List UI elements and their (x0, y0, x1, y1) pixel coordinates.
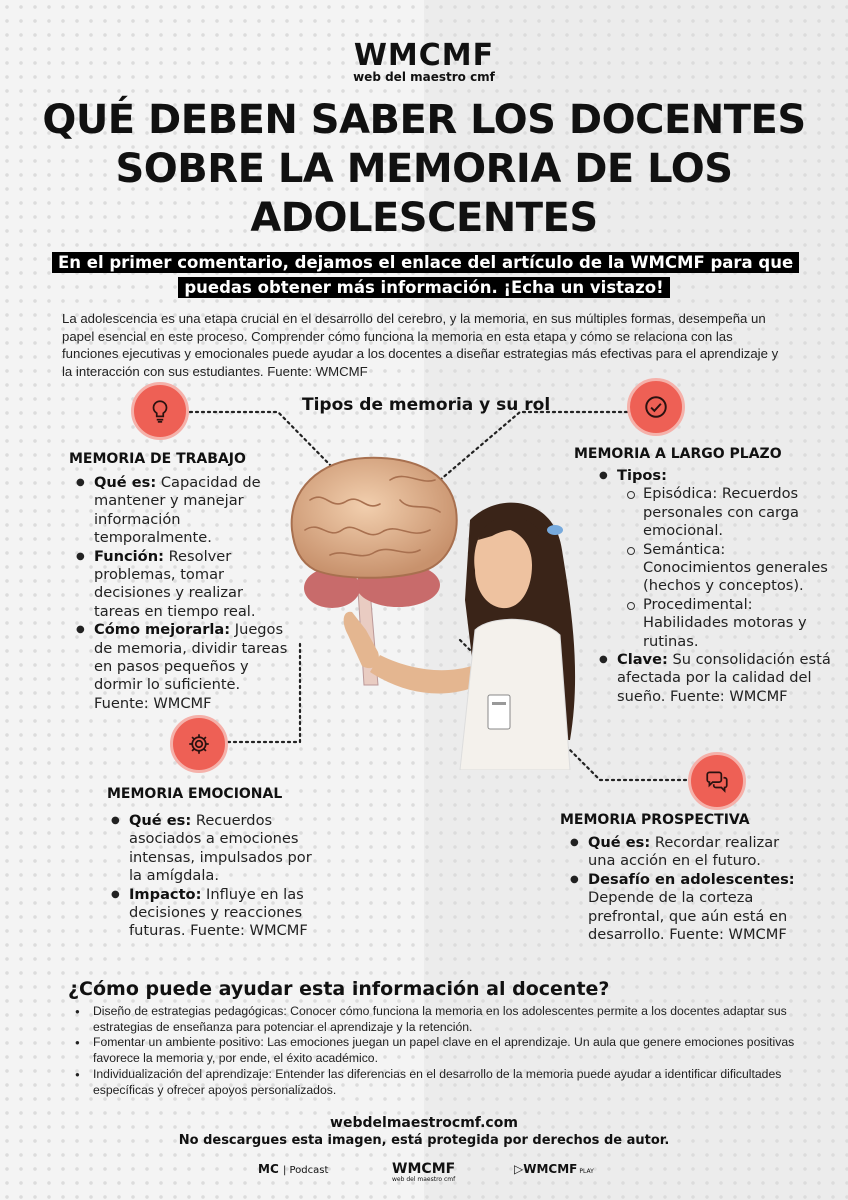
help-list (75, 1004, 800, 1098)
podcast-label: | Podcast (282, 1165, 329, 1176)
play-icon: ▷ (514, 1162, 524, 1176)
list-item: ● Qué es: Capacidad de mantener y manejar información temporalmente. (76, 474, 288, 548)
list-item: ● Impacto: Influye en las decisiones y reacciones futuras. Fuente: WMCMF (111, 886, 323, 941)
working-memory-icon-badge (131, 382, 189, 440)
brain-and-girl-illustration (270, 440, 600, 770)
wmcmf-footer-logo: WMCMF web del maestro cmf (392, 1161, 456, 1183)
list-item: ● Fomentar un ambiente positivo: Las emociones juegan un papel clave en el aprendizaje. Un aula que genere emociones positivas favorece la memoria y, por ende, el éxito académico. (75, 1035, 800, 1066)
list-item: ● Qué es: Recordar realizar una acción en el futuro. (570, 834, 810, 871)
working-memory-title: MEMORIA DE TRABAJO (69, 451, 246, 467)
list-item: Episódica: Recuerdos personales con carga emocional. (625, 485, 831, 540)
copyright-note: No descargues esta imagen, está protegida por derechos de autor. (178, 1133, 670, 1148)
gear-head-icon (186, 731, 212, 757)
podcast-logo (258, 1162, 328, 1176)
list-item: ● Tipos: Episódica: Recuerdos personales con carga emocional. Semántica: Conocimientos generales (hechos y conceptos). Procedimental: Habilidades motoras y rutinas. (599, 467, 831, 651)
list-item: ● Clave: Su consolidación está afectada por la calidad del sueño. Fuente: WMCMF (599, 651, 831, 706)
list-item: ● Desafío en adolescentes: Depende de la corteza prefrontal, que aún está en desarrollo. Fuente: WMCMF (570, 871, 810, 945)
memory-types-list (625, 485, 831, 651)
banner-text: En el primer comentario, dejamos el enlace del artículo de la WMCMF para que puedas obtener más información. ¡Echa un vistazo! (52, 252, 799, 298)
working-memory-list (76, 474, 288, 713)
long-term-memory-title: MEMORIA A LARGO PLAZO (574, 446, 782, 462)
list-item: ● Función: Resolver problemas, tomar decisiones y realizar tareas en tiempo real. (76, 548, 288, 622)
page-title: QUÉ DEBEN SABER LOS DOCENTES SOBRE LA MEMORIA DE LOS ADOLESCENTES (42, 97, 806, 241)
emotional-memory-list (111, 812, 323, 941)
logo: WMCMF (353, 38, 495, 73)
intro-paragraph: La adolescencia es una etapa crucial en el desarrollo del cerebro, y la memoria, en sus múltiples formas, desempeña un papel esencial en este proceso. Comprender cómo funciona la memoria en esta etapa y cómo se relaciona con las funciones ejecutivas y emocionales puede ayudar a los docentes a diseñar estrategias más efectivas para el aprendizaje y la interacción con sus estudiantes. Fuente: WMCMF (62, 311, 779, 379)
wmcmf-play-logo: ▷WMCMF PLAY (514, 1162, 594, 1176)
help-title: ¿Cómo puede ayudar esta información al docente? (68, 978, 610, 1000)
list-item: ● Diseño de estrategias pedagógicas: Conocer cómo funciona la memoria en los adolescentes permite a los docentes adaptar sus estrategias de enseñanza para potenciar el aprendizaje y la retención. (75, 1004, 800, 1035)
check-circle-icon (643, 394, 669, 420)
diagram-title: Tipos de memoria y su rol (302, 395, 551, 415)
long-term-memory-icon-badge (627, 378, 685, 436)
emotional-memory-title: MEMORIA EMOCIONAL (107, 786, 283, 802)
long-term-memory-list (599, 467, 831, 706)
list-item: Procedimental: Habilidades motoras y rutinas. (625, 596, 831, 651)
chat-bubbles-icon (704, 768, 730, 794)
podcast-mark: MC (258, 1162, 279, 1176)
list-item: Semántica: Conocimientos generales (hechos y conceptos). (625, 541, 831, 596)
brain-idea-icon (147, 398, 173, 424)
website-link[interactable]: webdelmaestrocmf.com (330, 1115, 518, 1131)
list-item: ● Cómo mejorarla: Juegos de memoria, dividir tareas en pasos pequeños y dormir lo suficiente. Fuente: WMCMF (76, 621, 288, 713)
list-item: ● Qué es: Recuerdos asociados a emociones intensas, impulsados por la amígdala. (111, 812, 323, 886)
prospective-memory-icon-badge (688, 752, 746, 810)
logo-subtitle: web del maestro cmf (353, 70, 495, 84)
emotional-memory-icon-badge (170, 715, 228, 773)
prospective-memory-title: MEMORIA PROSPECTIVA (560, 812, 750, 828)
list-item: ● Individualización del aprendizaje: Entender las diferencias en el desarrollo de la memoria puede ayudar a identificar dificultades específicas y ofrecer apoyos personalizados. (75, 1067, 800, 1098)
prospective-memory-list (570, 834, 810, 944)
